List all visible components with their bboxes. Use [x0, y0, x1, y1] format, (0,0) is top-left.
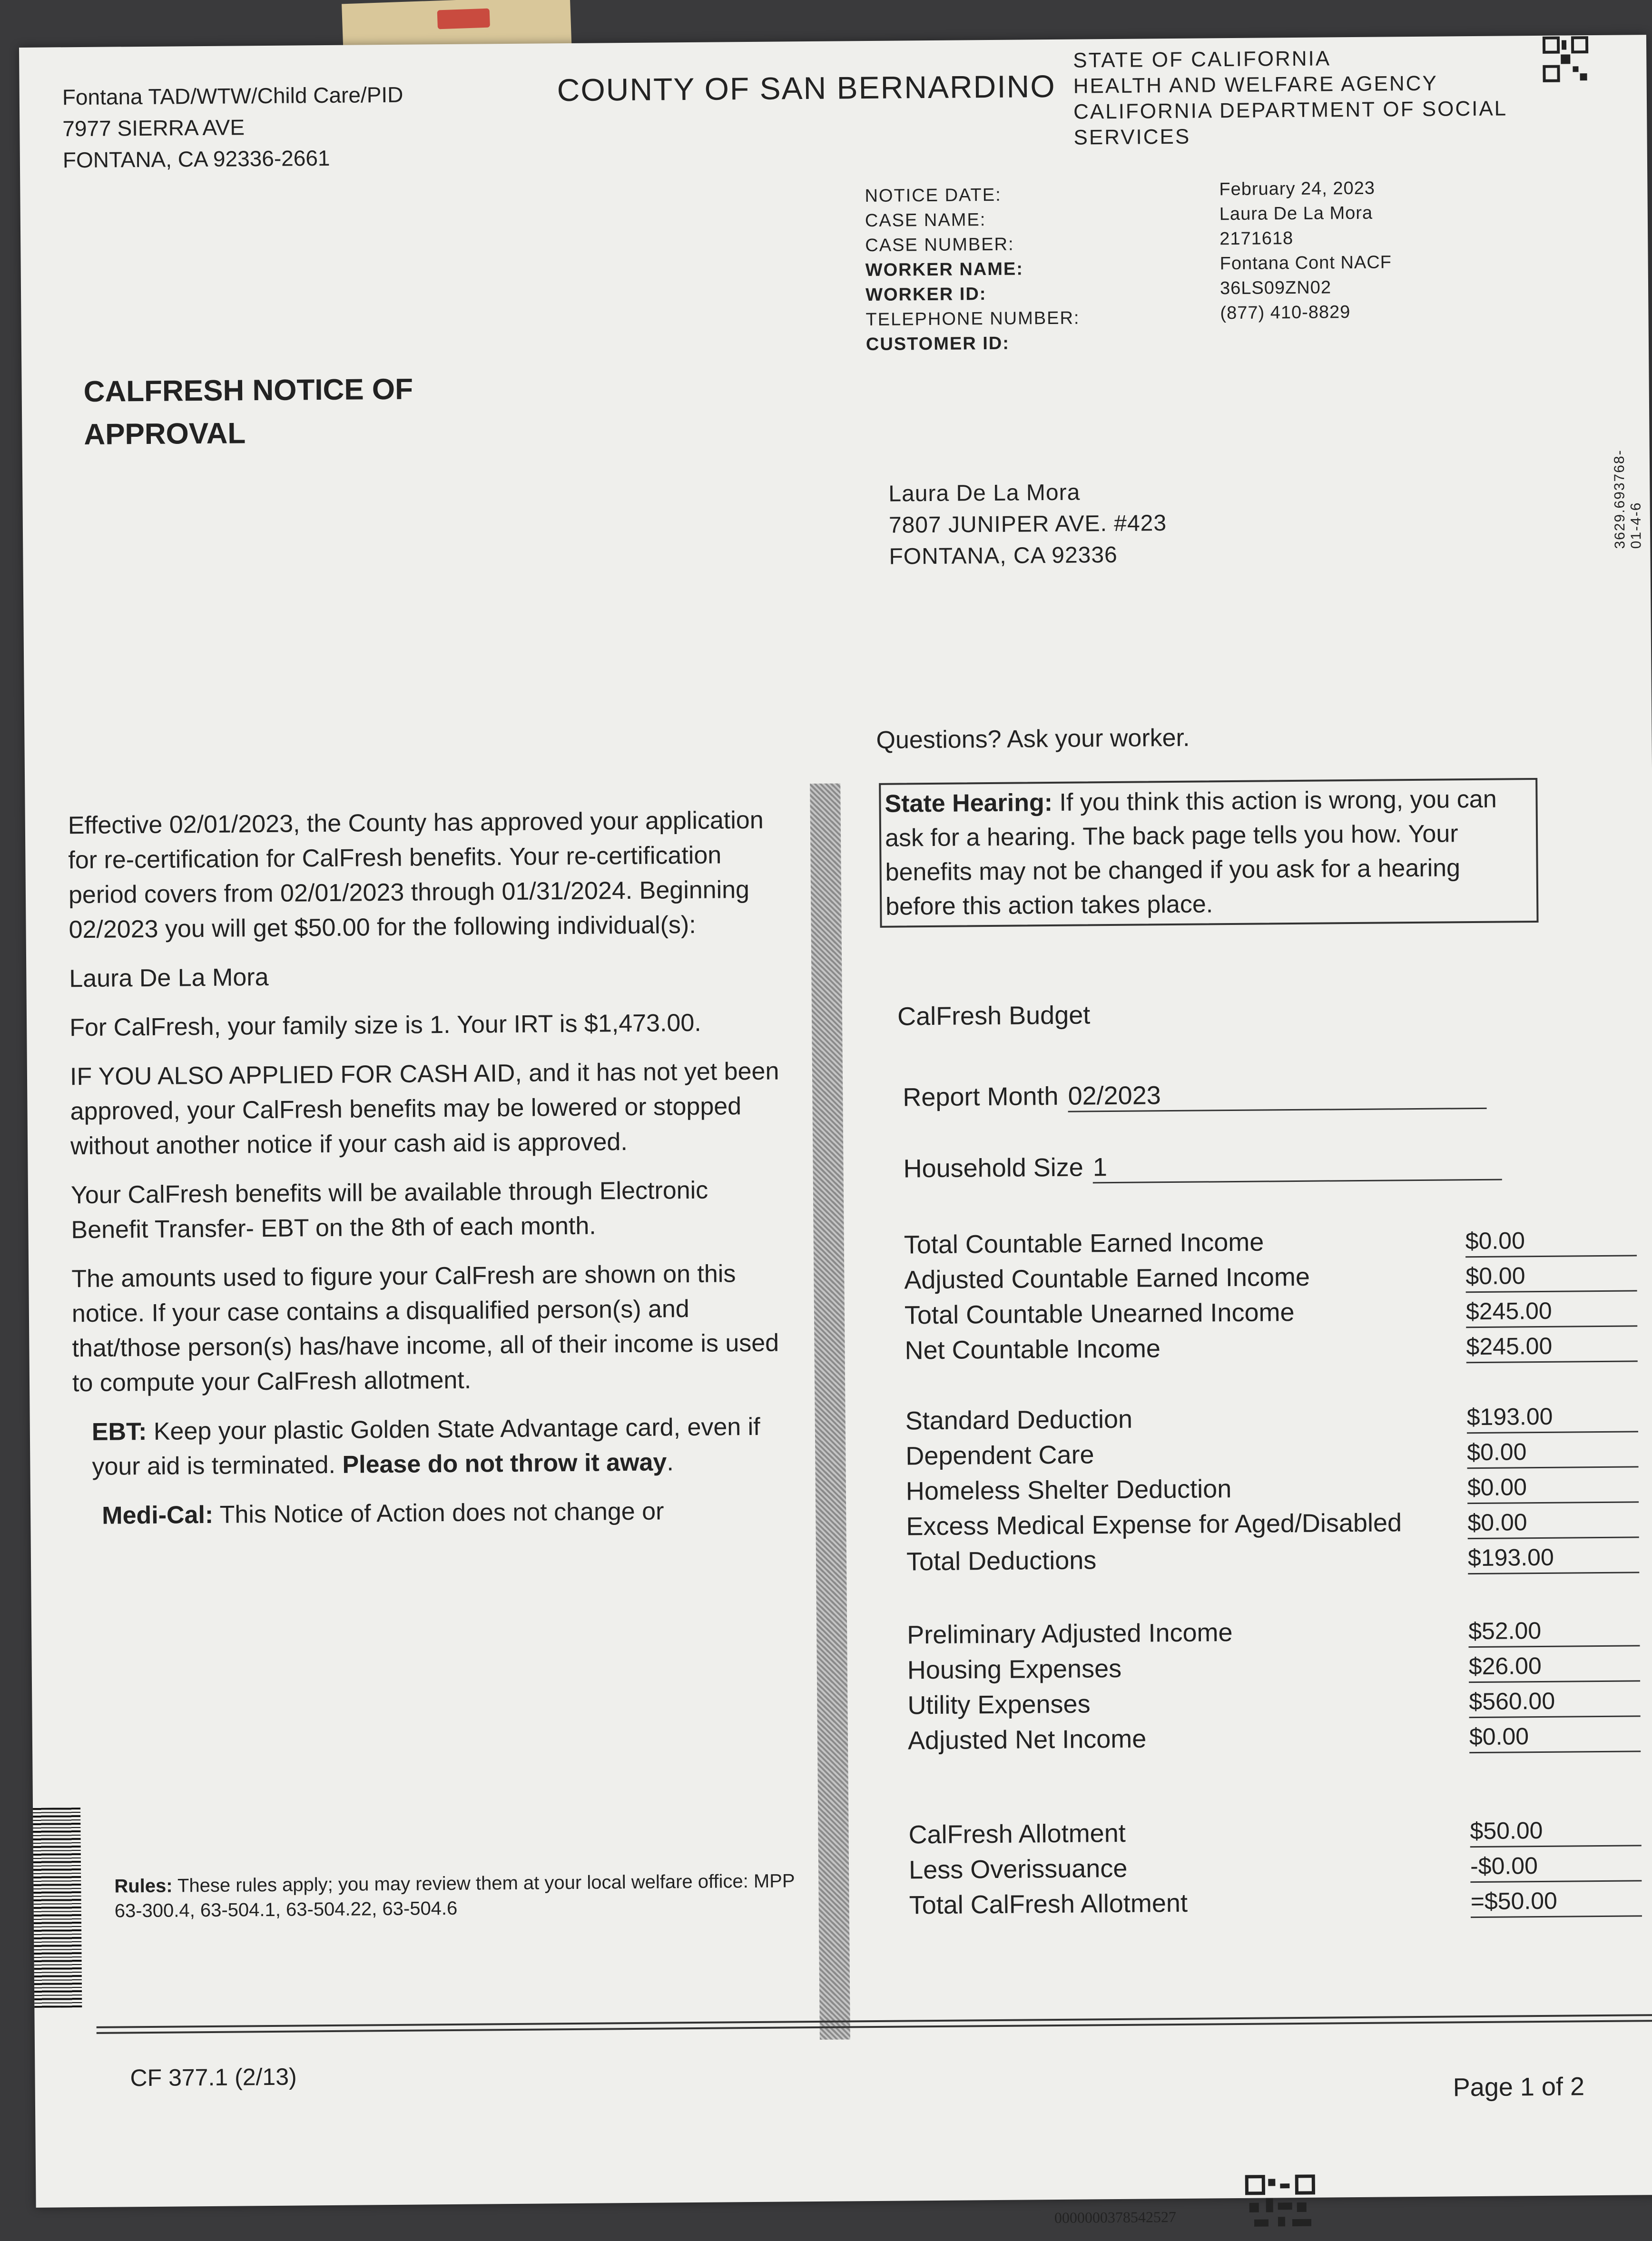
notice-title	[83, 367, 560, 456]
budget-row-value: $193.00	[1468, 1541, 1640, 1574]
recipient-line: 7807 JUNIPER AVE. #423	[888, 511, 1167, 538]
budget-row-value: $26.00	[1469, 1650, 1641, 1683]
budget-row	[905, 1330, 1647, 1372]
notice-page	[19, 35, 1652, 2227]
ebt-end: .	[667, 1448, 674, 1476]
budget-row-value: $0.00	[1465, 1259, 1637, 1293]
title-line: APPROVAL	[84, 417, 246, 451]
budget-row-label: Excess Medical Expense for Aged/Disabled	[906, 1508, 1402, 1541]
budget-row-label: Total Countable Unearned Income	[904, 1298, 1295, 1330]
meta-label: NOTICE DATE:	[865, 185, 1002, 206]
office-address	[62, 79, 404, 176]
meta-label: TELEPHONE NUMBER:	[865, 308, 1080, 330]
meta-label: CUSTOMER ID:	[865, 333, 1010, 355]
recipient-line: Laura De La Mora	[888, 480, 1081, 507]
worker-id: 36LS09ZN02	[1219, 277, 1332, 299]
medi-cal-text: This Notice of Action does not change or	[213, 1497, 664, 1529]
case-number: 2171618	[1219, 228, 1294, 249]
budget-row-value: -$0.00	[1470, 1849, 1642, 1883]
rules-label: Rules:	[114, 1875, 173, 1897]
budget-row-value: $0.00	[1467, 1506, 1639, 1539]
case-name: Laura De La Mora	[1219, 203, 1373, 225]
budget-row-value: $0.00	[1467, 1435, 1639, 1469]
budget-row-label: Total CalFresh Allotment	[909, 1888, 1188, 1920]
budget-row-label: Housing Expenses	[907, 1654, 1122, 1685]
individual-name: Laura De La Mora	[69, 963, 269, 993]
budget-row-value: $193.00	[1466, 1400, 1638, 1434]
budget-row	[906, 1541, 1649, 1583]
notice-body	[68, 803, 792, 1548]
budget-row-label: Net Countable Income	[905, 1334, 1161, 1365]
household-size-value: 1	[1093, 1150, 1502, 1184]
qr-code-icon	[1244, 2174, 1316, 2231]
household-size-label: Household Size	[903, 1153, 1084, 1183]
side-barcode	[33, 1808, 82, 2008]
budget-row-value: $560.00	[1469, 1685, 1641, 1718]
hearing-text: If you think this action is wrong, you can ask for a hearing. The back page tells you how. Your benefits may not be changed if you ask for a hearing before this action takes place.	[885, 785, 1497, 921]
column-divider	[810, 783, 850, 2039]
report-month-field	[903, 1078, 1487, 1114]
page-number: Page 1 of 2	[1453, 2072, 1585, 2102]
ebt-paragraph	[92, 1409, 792, 1484]
meta-values	[1219, 176, 1392, 325]
questions-text: Questions? Ask your worker.	[876, 724, 1190, 754]
qr-code-icon	[1542, 35, 1590, 83]
recipient-line: FONTANA, CA 92336	[889, 542, 1118, 570]
budget-row-value: $245.00	[1466, 1295, 1638, 1328]
budget-row-label: Standard Deduction	[905, 1405, 1133, 1435]
budget-row	[909, 1885, 1652, 1926]
side-code: 3629.693768-01-4-6	[1611, 449, 1644, 549]
household-size-field	[903, 1150, 1502, 1185]
budget-row-value: =$50.00	[1470, 1885, 1642, 1918]
document-code: 0000000378542527	[1054, 2208, 1177, 2227]
office-line: 7977 SIERRA AVE	[62, 115, 245, 141]
meta-label: CASE NUMBER:	[865, 234, 1014, 256]
budget-row-label: Less Overissuance	[908, 1854, 1128, 1885]
meta-labels	[865, 182, 1080, 357]
amounts-paragraph: The amounts used to figure your CalFresh are shown on this notice. If your case contains a disqualified person(s) and that/those person(s) has/have income, all of their income is used to compute your CalFresh allotment.	[71, 1260, 779, 1397]
meta-label: WORKER ID:	[865, 284, 987, 305]
budget-row-label: Homeless Shelter Deduction	[905, 1474, 1232, 1506]
cash-aid-paragraph: IF YOU ALSO APPLIED FOR CASH AID, and it has not yet been approved, your CalFresh benefits may be lowered or stopped without another notice if your cash aid is approved.	[69, 1057, 779, 1160]
report-month-label: Report Month	[903, 1081, 1059, 1112]
budget-row-value: $0.00	[1469, 1720, 1641, 1753]
budget-row-label: Adjusted Countable Earned Income	[904, 1262, 1310, 1295]
budget-row-value: $245.00	[1466, 1330, 1638, 1363]
state-line: STATE OF CALIFORNIA	[1073, 47, 1331, 72]
budget-row-label: Total Deductions	[906, 1546, 1097, 1576]
budget-row-label: Utility Expenses	[907, 1690, 1091, 1720]
budget-title: CalFresh Budget	[897, 1001, 1091, 1031]
office-line: Fontana TAD/WTW/Child Care/PID	[62, 82, 403, 110]
form-code: CF 377.1 (2/13)	[130, 2063, 297, 2092]
budget-row	[908, 1720, 1651, 1762]
title-line: CALFRESH NOTICE OF	[83, 373, 413, 408]
ebt-label: EBT:	[91, 1417, 147, 1446]
budget-row-label: Dependent Care	[905, 1440, 1094, 1471]
budget-row-label: Preliminary Adjusted Income	[907, 1618, 1233, 1650]
recipient-address	[888, 476, 1167, 573]
budget-row-label: Adjusted Net Income	[907, 1724, 1147, 1755]
hearing-label: State Hearing:	[885, 788, 1053, 818]
meta-label: CASE NAME:	[865, 210, 986, 231]
approval-paragraph: Effective 02/01/2023, the County has approved your application for re-certification for CalFresh benefits. Your re-certification period covers from 02/01/2023 through 01/31/2024. Beginning 02/2023 you will get $50.00 for the following individual(s):	[68, 806, 764, 944]
budget-row-label: Total Countable Earned Income	[904, 1228, 1264, 1259]
rules-text	[114, 1868, 819, 1924]
office-line: FONTANA, CA 92336-2661	[62, 145, 330, 173]
medi-cal-paragraph	[102, 1493, 792, 1533]
medi-cal-label: Medi-Cal:	[102, 1501, 214, 1530]
budget-row-value: $0.00	[1465, 1224, 1637, 1258]
ebt-bold: Please do not throw it away	[342, 1448, 667, 1479]
meta-label: WORKER NAME:	[865, 259, 1024, 281]
state-line: HEALTH AND WELFARE AGENCY	[1073, 71, 1438, 98]
budget-row-value: $52.00	[1468, 1614, 1640, 1648]
budget-row-label: CalFresh Allotment	[908, 1818, 1126, 1849]
ebt-availability-paragraph: Your CalFresh benefits will be available through Electronic Benefit Transfer- EBT on the 8th of each month.	[70, 1176, 708, 1244]
state-line: SERVICES	[1073, 125, 1191, 149]
budget-row-value: $50.00	[1470, 1814, 1642, 1848]
notice-date: February 24, 2023	[1219, 178, 1376, 200]
rules-body: These rules apply; you may review them at your local welfare office: MPP 63-300.4, 63-504.1, 63-504.22, 63-504.6	[114, 1870, 795, 1922]
telephone-number: (877) 410-8829	[1220, 302, 1351, 324]
county-name: COUNTY OF SAN BERNARDINO	[557, 68, 1056, 108]
ebt-text: Keep your plastic Golden State Advantage card, even if your aid is terminated.	[92, 1413, 760, 1481]
budget-row-value: $0.00	[1467, 1471, 1639, 1504]
worker-name: Fontana Cont NACF	[1219, 252, 1392, 274]
state-hearing-box	[879, 778, 1538, 928]
report-month-value: 02/2023	[1068, 1078, 1486, 1112]
state-line: CALIFORNIA DEPARTMENT OF SOCIAL	[1073, 97, 1508, 124]
state-agency	[1073, 44, 1508, 150]
family-size-paragraph: For CalFresh, your family size is 1. Your IRT is $1,473.00.	[69, 1009, 701, 1042]
